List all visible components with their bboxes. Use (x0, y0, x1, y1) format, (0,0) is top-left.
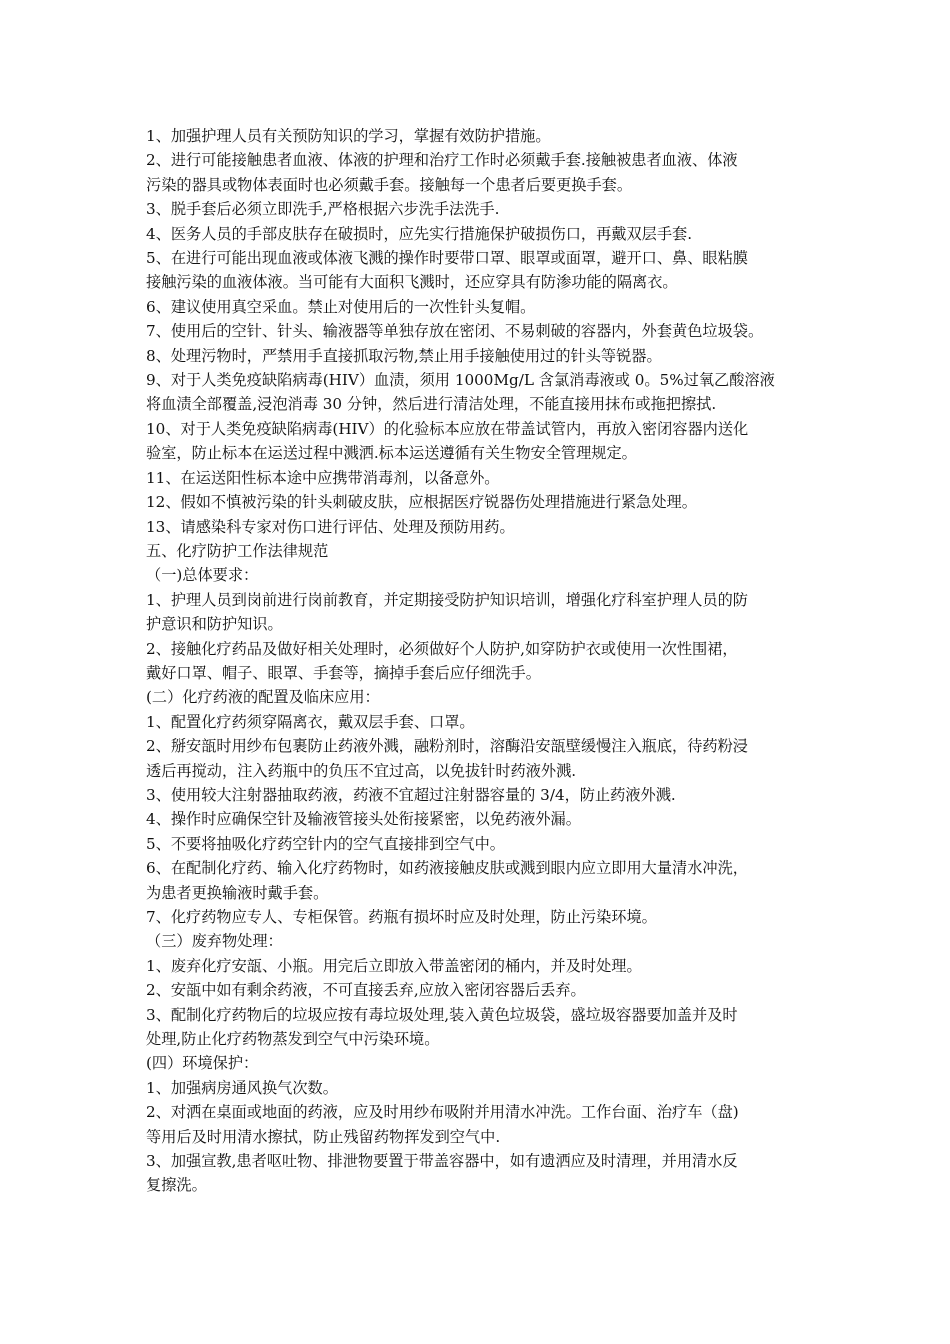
text-line: 处理,防止化疗药物蒸发到空气中污染环境。 (146, 1030, 440, 1049)
text-line: 等用后及时用清水擦拭，防止残留药物挥发到空气中. (146, 1127, 501, 1146)
text-line: （一)总体要求： (146, 566, 259, 585)
text-line: 10、对于人类免疫缺陷病毒(HIV）的化验标本应放在带盖试管内，再放入密闭容器内送化 (146, 419, 749, 438)
text-line: 验室，防止标本在运送过程中溅洒.标本运送遵循有关生物安全管理规定。 (146, 444, 637, 463)
text-line: (四）环境保护： (146, 1054, 259, 1073)
text-line: 5、不要将抽吸化疗药空针内的空气直接排到空气中。 (146, 834, 505, 853)
text-line: 4、医务人员的手部皮肤存在破损时，应先实行措施保护破损伤口，再戴双层手套. (146, 224, 693, 243)
text-line: 7、使用后的空针、针头、输液器等单独存放在密闭、不易刺破的容器内，外套黄色垃圾袋。 (146, 322, 764, 341)
text-line: (二）化疗药液的配置及临床应用： (146, 688, 380, 707)
text-line: 2、掰安瓿时用纱布包裹防止药液外溅，融粉剂时，溶酶沿安瓿壁缓慢注入瓶底，待药粉浸 (146, 737, 748, 756)
text-line: 将血渍全部覆盖,浸泡消毒 30 分钟，然后进行清洁处理，不能直接用抹布或拖把擦拭. (146, 395, 717, 414)
text-line: 13、请感染科专家对伤口进行评估、处理及预防用药。 (146, 517, 515, 536)
text-line: 3、使用较大注射器抽取药液，药液不宜超过注射器容量的 3/4，防止药液外溅. (146, 785, 676, 804)
text-line: 2、进行可能接触患者血液、体液的护理和治疗工作时必须戴手套.接触被患者血液、体液 (146, 151, 738, 170)
text-line: 6、在配制化疗药、输入化疗药物时，如药液接触皮肤或溅到眼内应立即用大量清水冲洗， (146, 859, 748, 878)
text-line: 护意识和防护知识。 (146, 615, 283, 634)
text-line: （三）废弃物处理： (146, 932, 283, 951)
text-line: 3、配制化疗药物后的垃圾应按有毒垃圾处理,装入黄色垃圾袋，盛垃圾容器要加盖并及时 (146, 1005, 738, 1024)
text-line: 戴好口罩、帽子、眼罩、手套等，摘掉手套后应仔细洗手。 (146, 663, 541, 682)
text-line: 2、安瓿中如有剩余药液，不可直接丢弃,应放入密闭容器后丢弃。 (146, 981, 586, 1000)
text-line: 7、化疗药物应专人、专柜保管。药瓶有损坏时应及时处理，防止污染环境。 (146, 908, 657, 926)
text-line: 3、脱手套后必须立即洗手,严格根据六步洗手法洗手. (146, 200, 500, 219)
text-line: 污染的器具或物体表面时也必须戴手套。接触每一个患者后要更换手套。 (146, 175, 632, 194)
text-line: 五、化疗防护工作法律规范 (146, 541, 329, 560)
text-line: 复擦洗。 (146, 1176, 207, 1195)
text-line: 11、在运送阳性标本途中应携带消毒剂，以备意外。 (146, 468, 500, 487)
text-line: 接触污染的血液体液。当可能有大面积飞溅时，还应穿具有防渗功能的隔离衣。 (146, 273, 678, 292)
text-line: 1、加强病房通风换气次数。 (146, 1078, 338, 1097)
text-line: 6、建议使用真空采血。禁止对使用后的一次性针头复帽。 (146, 297, 536, 316)
text-line: 4、操作时应确保空针及输液管接头处衔接紧密，以免药液外漏。 (146, 810, 581, 829)
text-line: 2、接触化疗药品及做好相关处理时，必须做好个人防护,如穿防护衣或使用一次性围裙， (146, 639, 738, 658)
text-line: 9、对于人类免疫缺陷病毒(HIV）血渍，须用 1000Mg/L 含氯消毒液或 0。5%过氧乙酸溶液 (146, 371, 775, 390)
text-line: 1、配置化疗药须穿隔离衣，戴双层手套、口罩。 (146, 712, 475, 731)
document-body (146, 124, 826, 1198)
text-line: 3、加强宣教,患者呕吐物、排泄物要置于带盖容器中，如有遗洒应及时清理，并用清水反 (146, 1152, 738, 1171)
text-line: 1、废弃化疗安瓿、小瓶。用完后立即放入带盖密闭的桶内，并及时处理。 (146, 956, 642, 975)
text-line: 12、假如不慎被污染的针头刺破皮肤，应根据医疗锐器伤处理措施进行紧急处理。 (146, 493, 697, 512)
text-line: 2、对洒在桌面或地面的药液，应及时用纱布吸附并用清水冲洗。工作台面、治疗车（盘) (146, 1103, 739, 1122)
text-line: 透后再搅动，注入药瓶中的负压不宜过高，以免拔针时药液外溅. (146, 761, 577, 780)
text-line: 5、在进行可能出现血液或体液飞溅的操作时要带口罩、眼罩或面罩，避开口、鼻、眼粘膜 (146, 249, 748, 268)
text-line: 1、加强护理人员有关预防知识的学习，掌握有效防护措施。 (146, 127, 551, 145)
text-line: 1、护理人员到岗前进行岗前教育，并定期接受防护知识培训，增强化疗科室护理人员的防 (146, 590, 748, 609)
text-line: 8、处理污物时，严禁用手直接抓取污物,禁止用手接触使用过的针头等锐器。 (146, 346, 662, 365)
text-line: 为患者更换输液时戴手套。 (146, 883, 329, 902)
